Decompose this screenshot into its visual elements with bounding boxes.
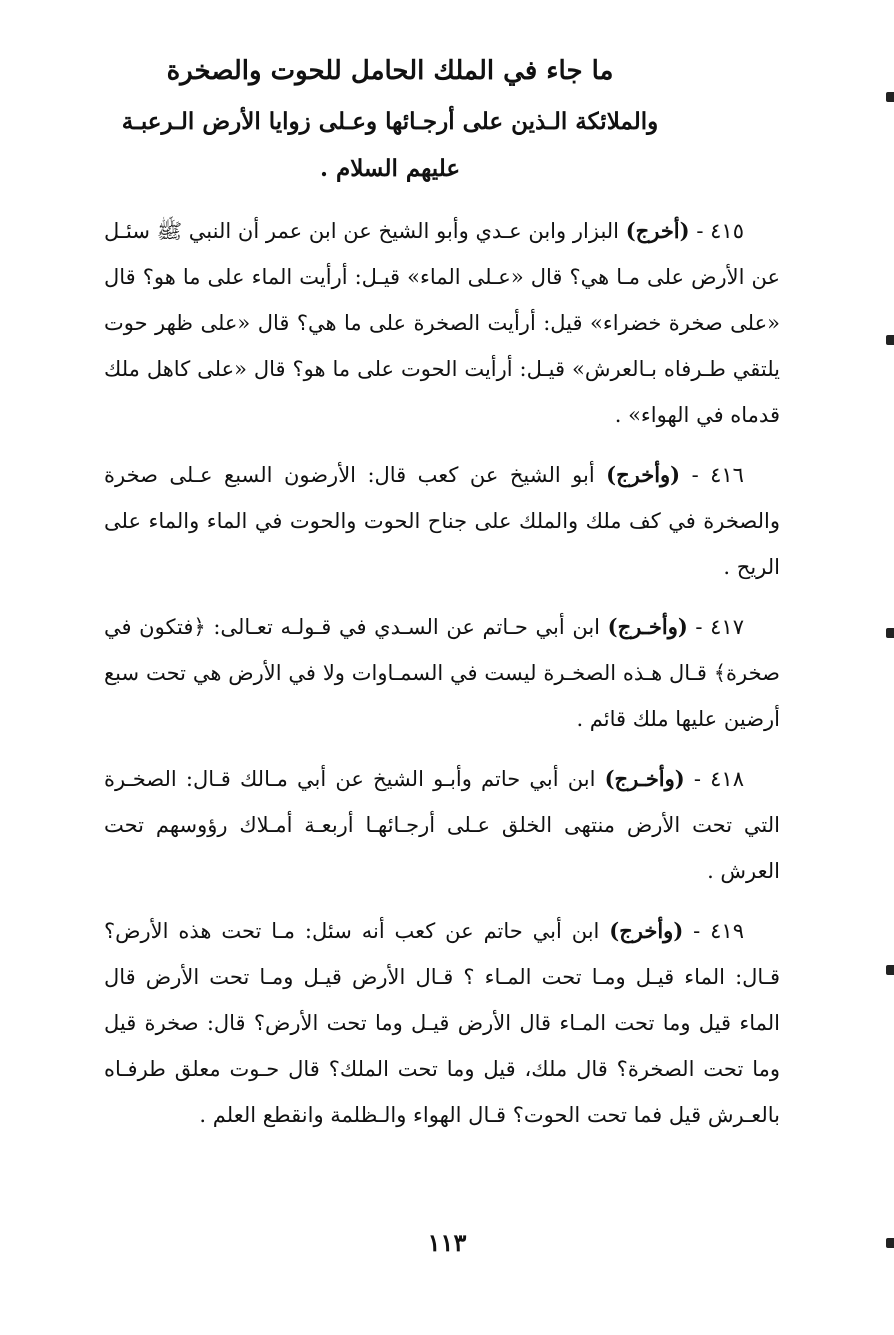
paragraph-415 xyxy=(104,208,780,438)
page-number: ١١٣ xyxy=(427,1228,467,1257)
paragraph-419 xyxy=(104,908,780,1138)
paragraph-text: أبو الشيخ عن كعب قال: الأرضون السبع عـلى صخرة والصخرة في كف ملك والملك على جناح الحوت والحوت في الماء والماء على الريح . xyxy=(104,463,780,579)
paragraph-number: ٤١٦ - xyxy=(691,463,744,487)
page-body xyxy=(104,208,780,1152)
chapter-subtitle: والملائكة الـذين على أرجـائها وعـلى زوايا الأرض الـرعبـة xyxy=(121,108,659,135)
paragraph-lead: (أخرج) xyxy=(625,218,690,243)
paragraph-text: ابن أبي حاتم عن كعب أنه سئل: مـا تحت هذه الأرض؟ قـال: الماء قيـل ومـا تحت المـاء ؟ قـال الأرض قيـل ومـا تحت الأرض قال الماء قيل وما تحت المـاء قال الأرض قيـل وما تحت الأرض؟ قال: صخرة قيل وما تحت الصخرة؟ قال ملك، قيل وما تحت الملك؟ قال حـوت معلق طرفـاه بالعـرش قيل فما تحت الحوت؟ قـال الهواء والـظلمة وانقطع العلم . xyxy=(104,919,780,1127)
chapter-title: ما جاء في الملك الحامل للحوت والصخرة xyxy=(166,56,614,86)
paragraph-text: ابن أبي حـاتم عن السـدي في قـولـه تعـالى: ﴿فتكون في صخرة﴾ قـال هـذه الصخـرة ليست في السمـاوات ولا في الأرض هي تحت سبع أرضين عليها ملك قائم . xyxy=(104,615,780,731)
paragraph-number: ٤١٥ - xyxy=(696,219,744,243)
chapter-heading xyxy=(100,44,680,192)
paragraph-417 xyxy=(104,604,780,742)
paragraph-lead: (وأخـرج) xyxy=(607,614,688,639)
scan-edge-mark xyxy=(886,1238,894,1248)
paragraph-text: ابن أبي حاتم وأبـو الشيخ عن أبي مـالك قـال: الصخـرة التي تحت الأرض منتهى الخلق عـلى أرجـائهـا أربعـة أمـلاك رؤوسهم تحت العرش . xyxy=(104,767,780,883)
paragraph-418 xyxy=(104,756,780,894)
paragraph-lead: (وأخرج) xyxy=(609,918,684,943)
paragraph-number: ٤١٩ - xyxy=(693,919,744,943)
scan-edge-mark xyxy=(886,628,894,638)
paragraph-number: ٤١٧ - xyxy=(695,615,744,639)
scan-edge-mark xyxy=(886,965,894,975)
paragraph-number: ٤١٨ - xyxy=(693,767,744,791)
scan-edge-mark xyxy=(886,92,894,102)
scan-edge-mark xyxy=(886,335,894,345)
paragraph-416 xyxy=(104,452,780,590)
chapter-subtitle-line2: عليهم السلام . xyxy=(319,155,461,182)
paragraph-lead: (وأخـرج) xyxy=(604,766,685,791)
paragraph-lead: (وأخرج) xyxy=(606,462,681,487)
paragraph-text: البزار وابن عـدي وأبو الشيخ عن ابن عمر أن النبي ﷺ سئـل عن الأرض على مـا هي؟ قال «عـلى الماء» قيـل: أرأيت الماء على ما هو؟ قال «على صخرة خضراء» قيل: أرأيت الصخرة على ما هي؟ قال «على ظهر حوت يلتقي طـرفاه بـالعرش» قيـل: أرأيت الحوت على ما هو؟ قال «على كاهل ملك قدماه في الهواء» . xyxy=(104,219,780,427)
